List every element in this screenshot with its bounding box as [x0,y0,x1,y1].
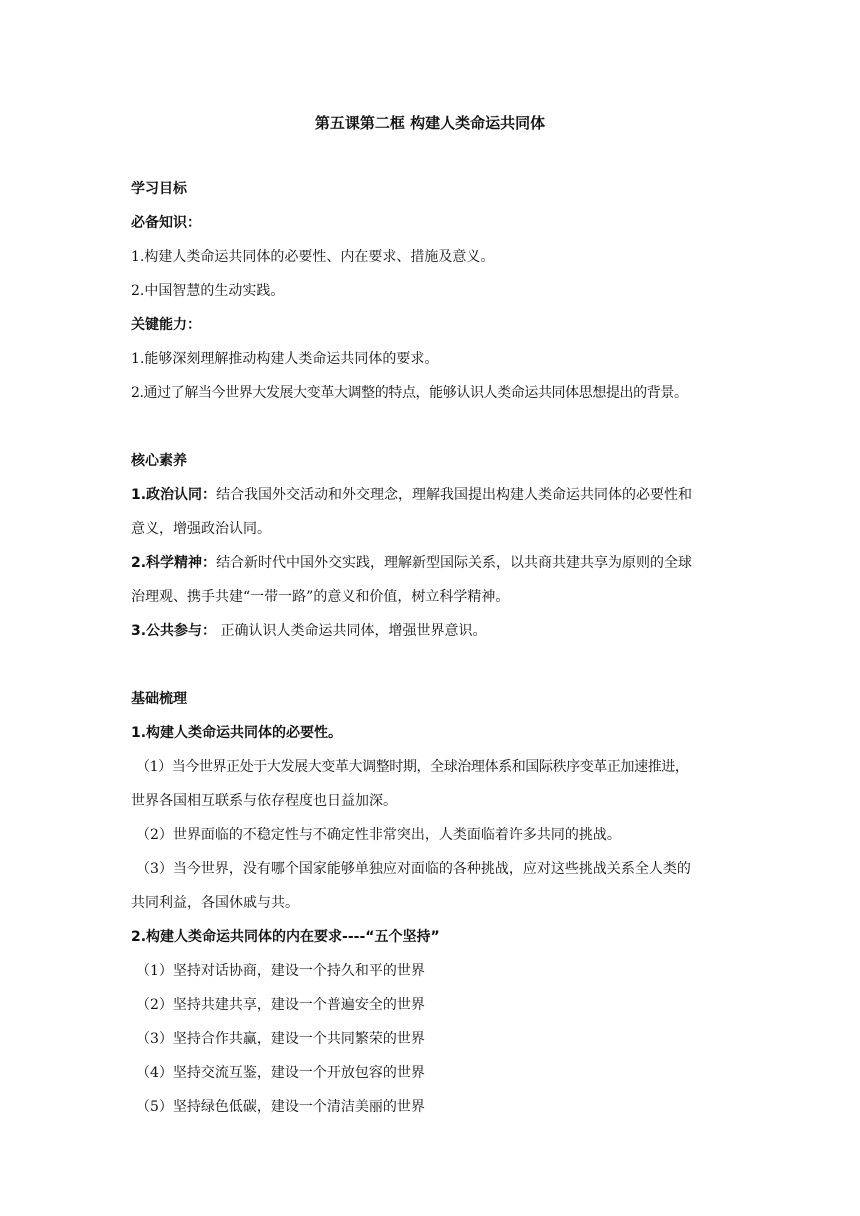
literacy-item-continued: 治理观、携手共建“一带一路”的意义和价值，树立科学精神。 [131,589,510,605]
list-item: （5）坚持绿色低碳，建设一个清洁美丽的世界 [136,1099,425,1115]
literacy-item [131,621,771,641]
knowledge-item: 2.中国智慧的生动实践。 [131,283,285,299]
literacy-item [131,485,771,505]
list-item-continued: 共同利益，各国休戚与共。 [131,895,299,911]
section-heading: 2.构建人类命运共同体的内在要求----“五个坚持” [131,929,440,945]
document-title: 第五课第二框 构建人类命运共同体 [314,114,546,132]
list-item: （3）坚持合作共赢，建设一个共同繁荣的世界 [136,1031,425,1047]
literacy-text: 结合我国外交活动和外交理念，理解我国提出构建人类命运共同体的必要性和 [216,487,693,503]
objectives-heading: 学习目标 [131,181,187,197]
literacy-label: 1.政治认同： [131,487,217,503]
list-item: （3）当今世界，没有哪个国家能够单独应对面临的各种挑战，应对这些挑战关系全人类的 [136,861,691,877]
list-item-continued: 世界各国相互联系与依存程度也日益加深。 [131,793,397,809]
list-item: （1）当今世界正处于大发展大变革大调整时期，全球治理体系和国际秩序变革正加速推进， [136,759,689,775]
basics-heading: 基础梳理 [131,691,187,707]
literacy-item-continued: 意义，增强政治认同。 [131,521,271,537]
section-heading: 1.构建人类命运共同体的必要性。 [131,725,343,741]
ability-item: 2.通过了解当今世界大发展大变革大调整的特点，能够认识人类命运共同体思想提出的背景。 [131,385,688,401]
literacy-label: 3.公共参与： [131,623,217,639]
list-item: （1）坚持对话协商，建设一个持久和平的世界 [136,963,425,979]
knowledge-item: 1.构建人类命运共同体的必要性、内在要求、措施及意义。 [131,249,495,265]
ability-heading: 关键能力： [131,317,201,333]
list-item: （2）坚持共建共享，建设一个普遍安全的世界 [136,997,425,1013]
literacy-text: 正确认识人类命运共同体，增强世界意识。 [216,623,487,639]
knowledge-heading: 必备知识： [131,215,201,231]
literacy-text: 结合新时代中国外交实践，理解新型国际关系，以共商共建共享为原则的全球 [216,555,693,571]
literacy-item [131,553,771,573]
literacy-heading: 核心素养 [131,453,187,469]
list-item: （4）坚持交流互鉴，建设一个开放包容的世界 [136,1065,425,1081]
list-item: （2）世界面临的不稳定性与不确定性非常突出，人类面临着许多共同的挑战。 [136,827,621,843]
literacy-label: 2.科学精神： [131,555,217,571]
ability-item: 1.能够深刻理解推动构建人类命运共同体的要求。 [131,351,439,367]
